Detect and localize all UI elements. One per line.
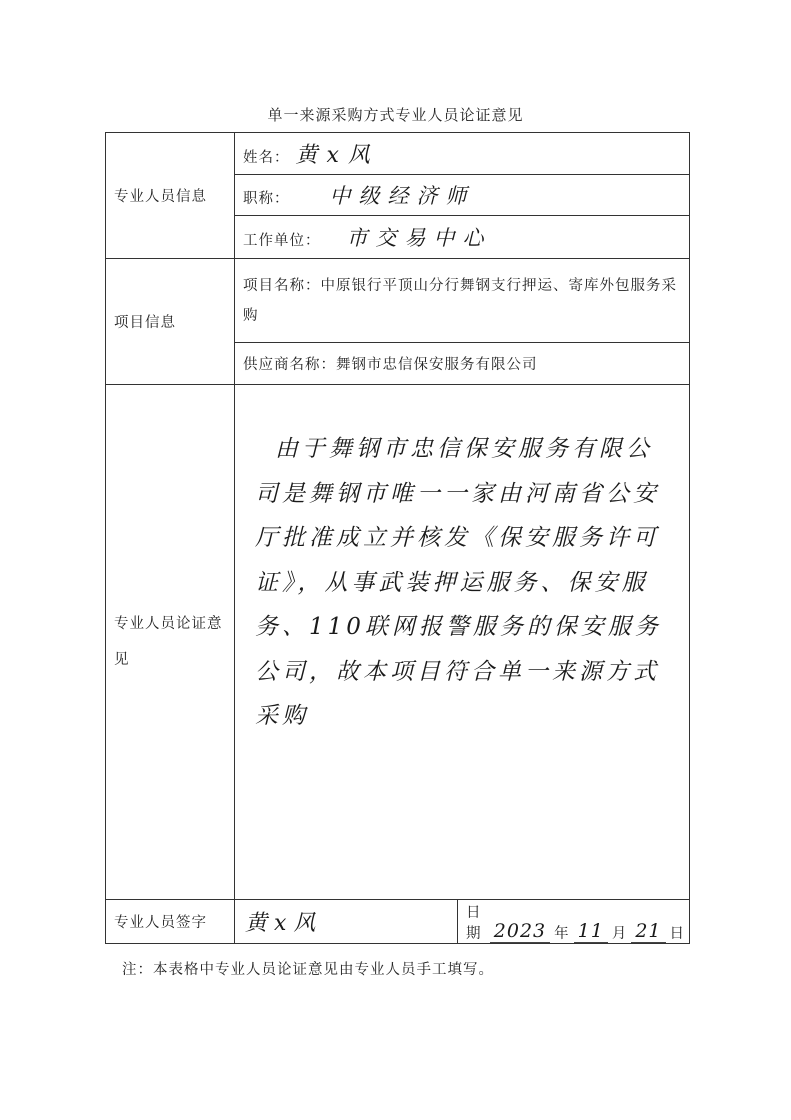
date-month-unit: 月 xyxy=(611,925,628,942)
opinion-text: 由于舞钢市忠信保安服务有限公司是舞钢市唯一一家由河南省公安厅批准成立并核发《保安服务许可证》，从事武装押运服务、保安服务、110联网报警服务的保安服务公司，故本项目符合单一来源方式采购 xyxy=(255,436,662,729)
job-title-label: 职称： xyxy=(243,191,290,207)
form-title: 单一来源采购方式专业人员论证意见 xyxy=(267,106,524,124)
opinion-label-cell xyxy=(106,385,235,900)
project-info-label: 项目信息 xyxy=(106,259,235,385)
opinion-cell xyxy=(235,385,690,900)
job-title-cell xyxy=(235,175,690,216)
date-year: 2023 xyxy=(490,920,550,943)
date-day-unit: 日 xyxy=(669,925,685,942)
date-label: 日期 xyxy=(466,904,482,942)
expert-info-label: 专业人员信息 xyxy=(106,133,235,259)
work-unit-cell xyxy=(235,216,690,259)
name-value: 黄 x 风 xyxy=(295,143,371,168)
date-day: 21 xyxy=(631,920,665,943)
job-title-value: 中级经济师 xyxy=(329,184,475,208)
supplier-cell xyxy=(235,343,690,385)
work-unit-label: 工作单位： xyxy=(243,233,321,249)
signature-value: 黄 x 风 xyxy=(245,911,316,936)
date-month: 11 xyxy=(574,920,608,943)
project-name-cell xyxy=(235,259,690,343)
work-unit-value: 市交易中心 xyxy=(346,226,492,250)
supplier-label: 供应商名称： xyxy=(243,357,336,373)
project-name-value: 中原银行平顶山分行舞钢支行押运、寄库外包服务采购 xyxy=(243,277,677,324)
signature-cell xyxy=(235,900,458,944)
date-year-unit: 年 xyxy=(554,925,570,942)
argumentation-form-table xyxy=(105,132,690,944)
signature-label: 专业人员签字 xyxy=(106,900,235,944)
opinion-label: 专业人员论证意见 xyxy=(114,616,223,668)
date-field xyxy=(466,901,689,943)
supplier-value: 舞钢市忠信保安服务有限公司 xyxy=(336,357,538,373)
project-name-label: 项目名称： xyxy=(243,277,321,294)
footnote: 注：本表格中专业人员论证意见由专业人员手工填写。 xyxy=(122,962,494,978)
date-cell xyxy=(458,900,690,944)
name-label: 姓名： xyxy=(243,150,290,166)
name-cell xyxy=(235,133,690,175)
